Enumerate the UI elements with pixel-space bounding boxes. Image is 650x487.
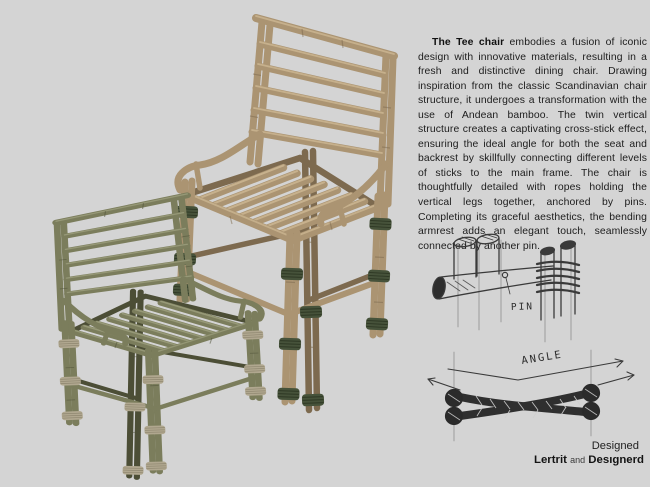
pin-label: PIN xyxy=(510,301,535,313)
credits-block xyxy=(424,440,644,466)
angle-detail-sketch xyxy=(418,348,643,445)
designer-byline xyxy=(424,454,644,466)
bamboo-chair-olive xyxy=(56,194,266,478)
designer-name-1: Lertrit xyxy=(534,454,567,466)
designed-label: Designed xyxy=(591,440,639,452)
bamboo-chair-natural xyxy=(173,16,394,410)
designer-name-2: Desıgnerd xyxy=(588,454,644,466)
byline-conjunction: and xyxy=(570,455,586,465)
product-name: The Tee chair xyxy=(432,37,505,48)
description-text: embodies a fusion of iconic design with innovative materials, resulting in a fresh and distinctive dining chair. Drawing inspiration from the classic Scandinavian chair structure, it undergoes a transformation with the use of Andean bamboo. The twin vertical structure creates a captivating cross-stick effect, ensuring the ideal angle for both the seat and backrest by skillfully connecting different levels of sticks to the main frame. The chair is thoughtfully detailed with ropes holding the vertical legs together, anchored by pins. Completing its graceful aesthetics, the bending armrest adds an elegant touch, seamlessly connected by another pin. xyxy=(418,37,647,252)
pin-detail-sketch xyxy=(425,222,610,348)
angle-label: ANGLE xyxy=(520,348,564,367)
